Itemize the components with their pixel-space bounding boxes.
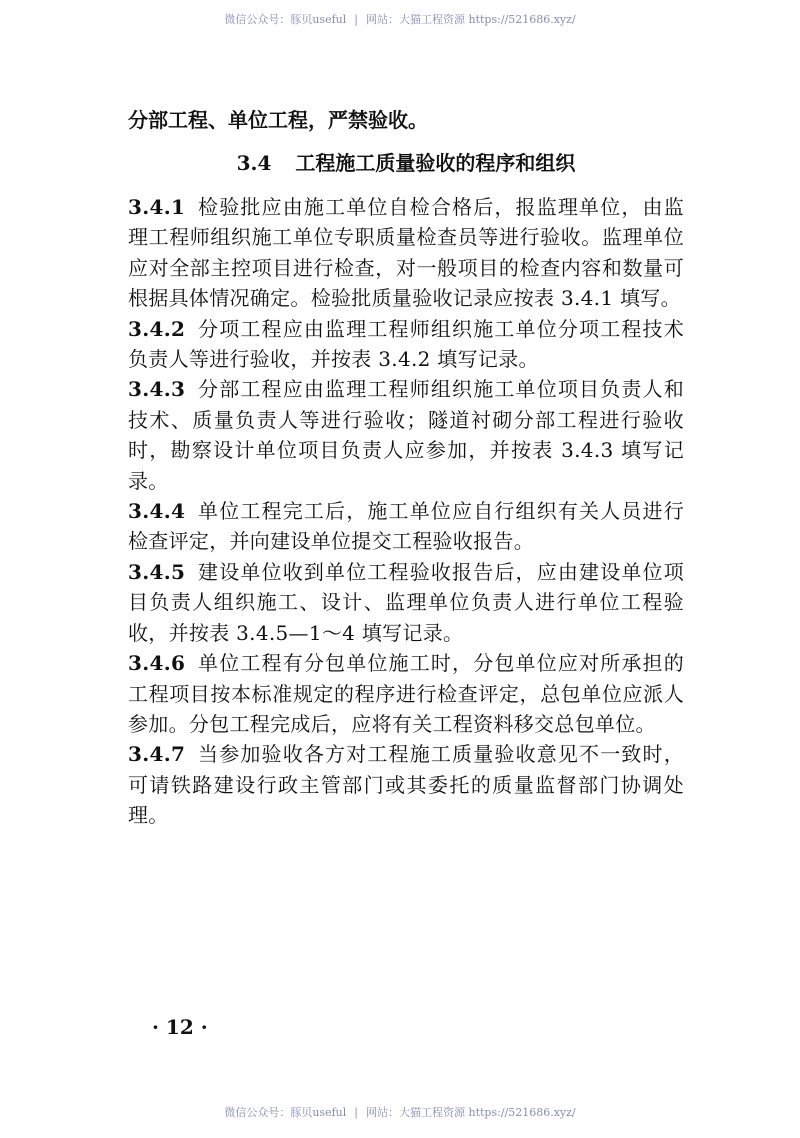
section-title: 工程施工质量验收的程序和组织 [295,151,576,175]
watermark-footer [0,1104,800,1120]
clause-number: 3.4.5 [128,559,186,584]
clause-text: 单位工程有分包单位施工时，分包单位应对所承担的工程项目按本标准规定的程序进行检查评定，总包单位应派人参加。分包工程完成后，应将有关工程资料移交总包单位。 [128,651,684,736]
clause-3-4-7 [128,739,684,830]
clause-3-4-1 [128,192,684,314]
clause-text: 分项工程应由监理工程师组织施工单位分项工程技术负责人等进行验收，并按表 3.4.2 填写记录。 [128,316,684,372]
clause-3-4-6 [128,648,684,739]
clause-number: 3.4.4 [128,499,186,524]
clause-3-4-2 [128,314,684,375]
watermark-header [0,11,800,27]
section-number: 3.4 [236,151,272,175]
watermark-wechat: 微信公众号：豚贝useful [224,1106,347,1119]
watermark-separator: | [354,13,358,26]
clause-text: 单位工程完工后，施工单位应自行组织有关人员进行检查评定，并向建设单位提交工程验收报告。 [128,499,684,554]
watermark-site: 网站：大猫工程资源 https://521686.xyz/ [366,1106,576,1119]
watermark-wechat: 微信公众号：豚贝useful [224,13,347,26]
clause-number: 3.4.7 [128,742,186,767]
watermark-site: 网站：大猫工程资源 https://521686.xyz/ [366,13,576,26]
clause-number: 3.4.3 [128,377,186,402]
clause-text: 当参加验收各方对工程施工质量验收意见不一致时，可请铁路建设行政主管部门或其委托的质量监督部门协调处理。 [128,742,684,828]
clause-3-4-4 [128,496,684,557]
page-number: · 12 · [152,1015,208,1039]
intro-line: 分部工程、单位工程，严禁验收。 [128,108,428,132]
clause-3-4-3 [128,374,684,496]
clause-text: 建设单位收到单位工程验收报告后，应由建设单位项目负责人组织施工、设计、监理单位负责人进行单位工程验收，并按表 3.4.5—1～4 填写记录。 [128,559,684,645]
watermark-separator: | [354,1106,358,1119]
document-body [128,104,684,831]
clause-number: 3.4.1 [128,195,186,219]
clause-text: 分部工程应由监理工程师组织施工单位项目负责人和技术、质量负责人等进行验收；隧道衬砌分部工程进行验收时，勘察设计单位项目负责人应参加，并按表 3.4.3 填写记录。 [128,377,684,493]
clause-3-4-5 [128,557,684,648]
clause-number: 3.4.6 [128,651,186,676]
section-heading [128,146,684,180]
clause-number: 3.4.2 [128,316,186,341]
clause-text: 检验批应由施工单位自检合格后，报监理单位，由监理工程师组织施工单位专职质量检查员等进行验收。监理单位应对全部主控项目进行检查，对一般项目的检查内容和数量可根据具体情况确定。检验批质量验收记录应按表 3.4.1 填写。 [128,195,684,311]
